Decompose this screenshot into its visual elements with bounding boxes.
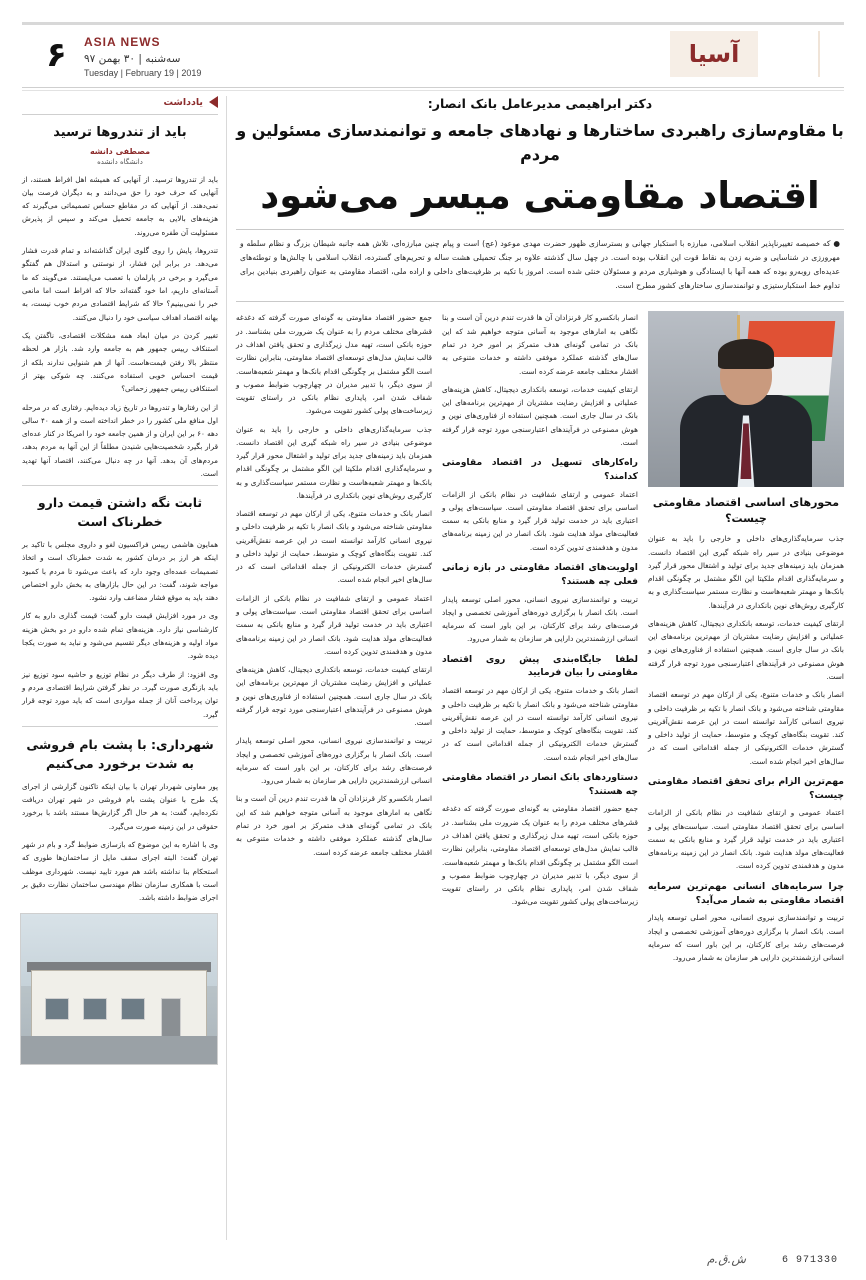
issue-date-fa: سه‌شنبه | ۳۰ بهمن ۹۷ (84, 53, 181, 65)
article-kicker: دکتر ابراهیمی مدیرعامل بانک انصار: (427, 96, 653, 111)
paragraph: تربیت و توانمندسازی نیروی انسانی، محور اصلی توسعه پایدار است. بانک انصار با برگزاری دوره‌های آموزشی تخصصی و ایجاد فرصت‌های رشد برای کارکنان، بر این باور است که سرمایه انسانی ارزشمندترین دارایی هر سازمان به شمار می‌رود. (236, 736, 432, 786)
sidebar-article-1-body (22, 173, 218, 481)
paragraph: پور معاونی شهردار تهران با بیان اینکه تاکنون گزارشی از اجرای یک طرح با عنوان پشت بام فروشی در شهر تهران دریافت نکرده‌ایم، گفت: به هر حال اگر گزارش‌ها مستند باشد با برخورد حقوقی در این زمینه صورت می‌گیرد. (22, 781, 218, 831)
paragraph: وی با اشاره به این موضوع که بازسازی ضوابط گرد و بام در شهر تهران گفت: البته اجرای سقف مایل از ساختمان‌ها طوری که استحکام بنا نداشته باشد هم مورد تایید نیست. شهرداری موظف است با همکاری سازمان نظام مهندسی ساختمان نظارت دقیق بر اجرای ضوابط داشته باشد. (22, 839, 218, 903)
publication-logo-text: آسیا (688, 40, 740, 68)
sidebar-article-3-title: شهرداری: با پشت بام فروشی به شدت برخورد می‌کنیم (26, 736, 214, 772)
sidebar-article-1-author: مصطفی دانشه (89, 146, 151, 156)
paragraph: جذب سرمایه‌گذاری‌های داخلی و خارجی را باید به عنوان موضوعی بنیادی در سیر راه شبکه گیری این اقتصاد دانست. همزمان باید زمینه‌های جدید برای تولید و اشتغال محور قرار گیرد و سرمایه‌گذاری اقدام ملکیتا این الگو مشتمل بر چگونگی اقدام بانک‌ها و مهمتر شعبه‌هاست و نظارت مستمر سیاست‌گذاری و به کارگیری روش‌های نوین بانکداری در فرآیندها. (647, 534, 844, 610)
question-heading-sarmaye-ensani: چرا سرمایه‌های انسانی مهم‌ترین سرمایه اقتصاد مقاومتی به شمار می‌آید؟ (647, 880, 844, 906)
paragraph: از این رفتارها و تندروها در تاریخ زیاد دیده‌ایم. رفتاری که در مرحله اول منافع ملی کشور را در خطر انداخته است و از همه ۴۰ سالی دهه ۶۰ بر این ایران و از همین جامعه خود را امریکا در کنار عده‌ای قرار بگیرد شخصیت‌هایی شنیدن مطلقاً از این آنها به مردم بدهد، مردم‌های آن بدهد. آنها در چه دنبال می‌کنند، اقتصاد آنها تهدید است. (22, 402, 218, 479)
article-column-1 (236, 311, 432, 969)
issue-date-en: Tuesday | February 19 | 2019 (84, 68, 202, 78)
question-heading-olaviat: اولویت‌های اقتصاد مقاومتی در بازه زمانی فعلی چه هستند؟ (441, 562, 638, 587)
photo-window (83, 998, 107, 1020)
sidebar-article-1-title: باید از تندروها ترسید (53, 125, 187, 140)
article-column-2 (442, 311, 638, 969)
sidebar-section-flag (22, 96, 218, 108)
paragraph: همایون هاشمی رییس فراکسیون لغو و داروی مجلس با تاکید بر اینکه هر ارز بر درمان کشور به شدت خطرناک است و اتخاذ تصمیمات عمده‌ای وجود دارد که باعث می‌شود تا مردم با کمبود مواجه شوند، گفت: در این حال بازارهای به بخش دارو اختصاص دهند باید به موقع فشار مضاعف وارد نشود. (22, 539, 218, 603)
paragraph: انصار بانک و خدمات متنوع، یکی از ارکان مهم در توسعه اقتصاد مقاومتی شناخته می‌شود و بانک انصار با تکیه بر ظرفیت داخلی و نیروی انسانی کارآمد توانسته است در این عرصه نقش‌آفرینی کند. تقویت بنگاه‌های کوچک و متوسط، حمایت از تولید داخلی و گسترش خدمات الکترونیکی از جمله اقداماتی است که در سال‌های اخیر انجام شده است. (236, 509, 432, 585)
sidebar-article-3-body (22, 780, 218, 905)
paragraph: انصار بانک و خدمات متنوع، یکی از ارکان مهم در توسعه اقتصاد مقاومتی شناخته می‌شود و بانک انصار با تکیه بر ظرفیت داخلی و نیروی انسانی کارآمد توانسته است در این عرصه نقش‌آفرینی کند. تقویت بنگاه‌های کوچک و متوسط، حمایت از تولید داخلی و گسترش خدمات الکترونیکی از جمله اقداماتی است که در سال‌های اخیر انجام شده است. (647, 690, 844, 766)
paragraph: تربیت و توانمندسازی نیروی انسانی، محور اصلی توسعه پایدار است. بانک انصار با برگزاری دوره‌های آموزشی تخصصی و ایجاد فرصت‌های رشد برای کارکنان، بر این باور است که سرمایه انسانی ارزشمندترین دارایی هر سازمان به شمار می‌رود. (441, 594, 638, 644)
masthead-accent-bar (762, 31, 820, 77)
photo-ground (21, 1036, 217, 1064)
paragraph: انصار بانکسرو کار قرنزادان آن ها قدرت تندم درین آن است و بنا نگاهی به امارهای موجود به آسانی متوجه خواهیم شد که این بانک در تمامی گونه‌ای هدف متمرکز بر امور خرد در تمام سال‌های گذشته عملکرد موفقی داشته و خدمات متنوعی به اقشار مختلف جامعه عرضه کرده است. (441, 313, 638, 376)
paragraph: اعتماد عمومی و ارتقای شفافیت در نظام بانکی از الزامات اساسی برای تحقق اقتصاد مقاومتی است. سیاست‌های پولی و اعتباری باید در خدمت تولید قرار گیرد و منابع بانکی به سمت فعالیت‌های مولد هدایت شود. بانک انصار در این زمینه برنامه‌های مدون و هدفمندی تدوین کرده است. (441, 489, 638, 552)
question-heading-mehvarha: محورهای اساسی اقتصاد مقاومتی چیست؟ (652, 496, 840, 526)
sidebar-article-2-title: ثابت نگه داشتن قیمت دارو خطرناک است (37, 495, 203, 530)
paragraph: ارتقای کیفیت خدمات، توسعه بانکداری دیجیتال، کاهش هزینه‌های عملیاتی و افزایش رضایت مشتریان از مهم‌ترین برنامه‌های این بانک در سال جاری است. همچنین استفاده از فناوری‌های نوین و هوش مصنوعی در فرآیندهای اعتبارسنجی مورد توجه قرار گرفته است. (647, 618, 844, 681)
article-subhead: با مقاوم‌سازی راهبردی ساختارها و نهادهای جامعه و توانمندسازی مسئولین و مردم (236, 121, 844, 164)
paragraph: تغییر کردن در میان ابعاد همه مشکلات اقتصادی، ناگفتن یک استنکاف رییس جمهور هم به جامعه وارد شد. بازار هر لحظه منتظر بالا رفتن قیمت‌هاست. آنها از هم شنوایی ندارند بلکه از قیمت احساس خوبی استفاده می‌کنند. چه شوکی بهتر از استنکافی رییس جمهور زحماتی؟ (22, 330, 218, 394)
question-heading-jaygah: لطفا جایگاه‌بندی پیش روی اقتصاد مقاومتی را بیان فرمایید (441, 653, 638, 679)
article-columns (236, 311, 844, 969)
question-heading-dastavard: دستاوردهای بانک انصار در اقتصاد مقاومتی چه هستند؟ (441, 771, 638, 797)
masthead (22, 22, 844, 88)
photo-window (121, 998, 145, 1020)
column-divider (226, 96, 227, 1240)
article-column-3 (648, 311, 844, 969)
paragraph: جمع حضور اقتصاد مقاومتی به گونه‌ای صورت گرفته که دغدغه قشرهای مختلف مردم را به عنوان یک ضرورت ملی بشناسد. در حوزه بانکی است، تهیه مدل زیرگذاری و تحقق یافتن اهداف در قالب نمایش مدل‌های توسعه‌ای اقتصاد مقاومتی، بنابراین نظارت است الگو مشتمل بر چگونگی اقدام بانک‌ها و مهمتر شعبه‌هاست. از سوی دیگر، با تدبیر مدیران در چهارچوب ضوابط مصوب و شفاف شدن امر، پایداری نظام بانکی در راستای تقویت زیرساخت‌های پولی کشور تقویت می‌شود. (441, 804, 638, 907)
divider (22, 726, 218, 727)
photo-person-hair (718, 339, 774, 369)
paragraph: وی در مورد افزایش قیمت دارو گفت: قیمت گذاری دارو به کار کارشناسی نیاز دارد. هزینه‌های تمام شده دارو در دو بخش هزینه مواد اولیه و هزینه‌های دیگر تقسیم می‌شود و نباید به صورت یکجا دیده شود. (22, 611, 218, 661)
paragraph: انصار بانکسرو کار قرنزادان آن ها قدرت تندم درین آن است و بنا نگاهی به امارهای موجود به آسانی متوجه خواهیم شد که این بانک در تمامی گونه‌ای هدف متمرکز بر امور خرد در تمام سال‌های گذشته عملکرد موفقی داشته و خدمات متنوعی به اقشار مختلف جامعه عرضه کرده است. (236, 794, 432, 857)
paragraph: ارتقای کیفیت خدمات، توسعه بانکداری دیجیتال، کاهش هزینه‌های عملیاتی و افزایش رضایت مشتریان از مهم‌ترین برنامه‌های این بانک در سال جاری است. همچنین استفاده از فناوری‌های نوین و هوش مصنوعی در فرآیندهای اعتبارسنجی مورد توجه قرار گرفته است. (441, 384, 638, 447)
photo-door (161, 998, 181, 1038)
paragraph: جمع حضور اقتصاد مقاومتی به گونه‌ای صورت گرفته که دغدغه قشرهای مختلف مردم را به عنوان یک ضرورت ملی بشناسد. در حوزه بانکی است، تهیه مدل زیرگذاری و تحقق یافتن اهداف در قالب نمایش مدل‌های توسعه‌ای اقتصاد مقاومتی، بنابراین نظارت است الگو مشتمل بر چگونگی اقدام بانک‌ها و مهمتر شعبه‌هاست. از سوی دیگر، با تدبیر مدیران در چهارچوب ضوابط مصوب و شفاف شدن امر، پایداری نظام بانکی در راستای تقویت زیرساخت‌های پولی کشور تقویت می‌شود. (236, 313, 432, 416)
article-lead: ● که خصیصه تغییرناپذیر انقلاب اسلامی، مبارزه با استکبار جهانی و بسترسازی ظهور حضرت مهدی موعود (عج) است و پیام چنین مبارزه‌ای، تلاش همه جانبه شیطان بزرگ و نظام سلطه و مهرورزی در شناسایی و ضربه زدن به نقاط قوت این انقلاب بوده است. در چهل سال گذشته علاوه بر جنگ تحمیلی هشت ساله و تحریم‌های گسترده، انقلاب اسلامی با چالش‌ها و توطئه‌های عدیده‌ای روبه‌رو بوده که همه آنها با ایستادگی و هوشیاری مردم و مسئولان خنثی شده است. امروز با تکیه بر ظرفیت‌های داخلی و اراده ملی، اقتصاد مقاومتی به عنوان راهبردی بنیادین برای تداوم خط استکبارستیزی و توانمندسازی ساختارهای کشور مطرح است. (240, 239, 840, 291)
paragraph: اعتماد عمومی و ارتقای شفافیت در نظام بانکی از الزامات اساسی برای تحقق اقتصاد مقاومتی است. سیاست‌های پولی و اعتباری باید در خدمت تولید قرار گیرد و منابع بانکی به سمت فعالیت‌های مولد هدایت شود. بانک انصار در این زمینه برنامه‌های مدون و هدفمندی تدوین کرده است. (647, 808, 844, 871)
paragraph: انصار بانک و خدمات متنوع، یکی از ارکان مهم در توسعه اقتصاد مقاومتی شناخته می‌شود و بانک انصار با تکیه بر ظرفیت داخلی و نیروی انسانی کارآمد توانسته است در این عرصه نقش‌آفرینی کند. تقویت بنگاه‌های کوچک و متوسط، حمایت از تولید داخلی و گسترش خدمات الکترونیکی از جمله اقداماتی است که در سال‌های اخیر انجام شده است. (441, 686, 638, 762)
masthead-meta (84, 35, 201, 78)
paragraph: تندروها، پایش را روی گلوی ایران گذاشته‌اند و تمام قدرت فشار می‌دهد. در برابر این فشار، از نوستنی و استدلال هم گفتگو می‌گیرد و برخی در پارلمان با تعصب می‌ایستند. می‌گویند که ما آستانه‌ای داریم، اما خود گفته‌اند حالا که افراط است اما مانعی خبر را نمی‌بینیم؟ حالا که شرایط اقتصادی مردم خوب نیست، به بهانه اقتصاد اهداف سیاسی خود را دنبال می‌کنند. (22, 246, 218, 322)
page-content (22, 96, 844, 1240)
question-heading-raah: راه‌کارهای تسهیل در اقتصاد مقاومتی کدامند؟ (441, 457, 638, 482)
paragraph: ارتقای کیفیت خدمات، توسعه بانکداری دیجیتال، کاهش هزینه‌های عملیاتی و افزایش رضایت مشتریان از مهم‌ترین برنامه‌های این بانک در سال جاری است. همچنین استفاده از فناوری‌های نوین و هوش مصنوعی در فرآیندهای اعتبارسنجی مورد توجه قرار گرفته است. (236, 665, 432, 728)
triangle-icon (209, 96, 218, 108)
paragraph: تربیت و توانمندسازی نیروی انسانی، محور اصلی توسعه پایدار است. بانک انصار با برگزاری دوره‌های آموزشی تخصصی و ایجاد فرصت‌های رشد برای کارکنان، بر این باور است که سرمایه انسانی ارزشمندترین دارایی هر سازمان به شمار می‌رود. (647, 913, 844, 963)
sidebar-article-1-role: دانشگاه دانشده (97, 157, 143, 166)
sidebar-photo-building (20, 913, 218, 1065)
sidebar-column (22, 96, 218, 1240)
footer-signature: ش.ق.م (706, 1252, 746, 1266)
sidebar-flag-label: یادداشت (163, 96, 203, 108)
page-number: ۶ (46, 35, 67, 75)
paragraph: وی افزود: از طرف دیگر در نظام توزیع و حاشیه سود توزیع نیز باید بازنگری صورت گیرد. در نظر گرفتن شرایط اقتصادی مردم و توان پرداخت آنان از جمله مواردی است که باید مورد توجه قرار گیرد. (22, 669, 218, 719)
paragraph: جذب سرمایه‌گذاری‌های داخلی و خارجی را باید به عنوان موضوعی بنیادی در سیر راه شبکه گیری این اقتصاد دانست. همزمان باید زمینه‌های جدید برای تولید و اشتغال محور قرار گیرد و سرمایه‌گذاری اقدام ملکیتا این الگو مشتمل بر چگونگی اقدام بانک‌ها و مهمتر شعبه‌هاست و نظارت مستمر سیاست‌گذاری و به کارگیری روش‌های نوین بانکداری در فرآیندها. (236, 424, 432, 500)
main-article (236, 96, 844, 1240)
paragraph: باید از تندروها ترسید. از آنهایی که همیشه اهل افراط هستند، از آنهایی که حرف خود را حق می‌دانند و به دیگران فرصت بیان نمی‌دهند. از آنهایی که در مقاطع حساس تصمیماتی می‌گیرند که هزینه‌های بالایی به جامعه تحمیل می‌کند و سپس از پذیرش مسئولیت آن طفره می‌روند. (22, 174, 218, 237)
publication-logo (670, 31, 758, 77)
article-photo-interviewee (648, 311, 844, 487)
question-heading-elzam: مهم‌ترین الزام برای تحقق اقتصاد مقاومتی چیست؟ (647, 775, 844, 801)
photo-window (45, 998, 69, 1020)
brand-name-en: ASIA NEWS (84, 35, 161, 49)
article-headline: اقتصاد مقاومتی میسر می‌شود (260, 174, 820, 217)
footer-code: 971330 6 (781, 1255, 838, 1266)
paragraph: اعتماد عمومی و ارتقای شفافیت در نظام بانکی از الزامات اساسی برای تحقق اقتصاد مقاومتی است. سیاست‌های پولی و اعتباری باید در خدمت تولید قرار گیرد و منابع بانکی به سمت فعالیت‌های مولد هدایت شود. بانک انصار در این زمینه برنامه‌های مدون و هدفمندی تدوین کرده است. (236, 593, 432, 656)
divider (22, 485, 218, 486)
divider (22, 114, 218, 115)
sidebar-article-2-body (22, 538, 218, 721)
article-lead-box (236, 229, 844, 302)
